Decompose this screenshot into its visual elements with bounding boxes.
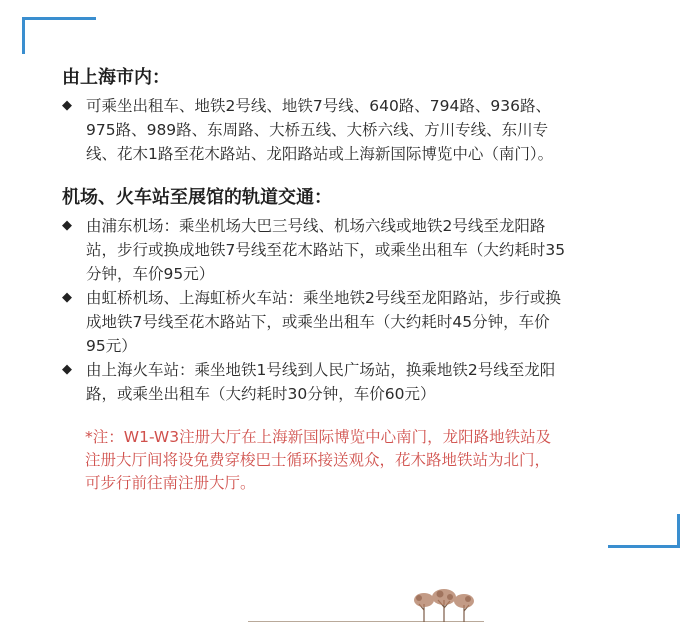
list-item — [58, 94, 658, 166]
section-city-list — [58, 94, 658, 166]
section-title-city: 由上海市内： — [62, 67, 170, 88]
item-line: 线、花木1路至花木路站、龙阳路站或上海新国际博览中心（南门）。 — [86, 145, 554, 163]
list-item — [58, 358, 658, 406]
diamond-bullet-icon: ◆ — [62, 362, 72, 377]
item-line: 由虹桥机场、上海虹桥火车站：乘坐地铁2号线至龙阳路站，步行或换 — [86, 289, 561, 307]
note-line: 注册大厅间将设免费穿梭巴士循环接送观众，花木路地铁站为北门， — [85, 451, 551, 469]
trees-icon — [410, 588, 480, 624]
item-line: 分钟，车价95元） — [86, 265, 215, 283]
diamond-bullet-icon: ◆ — [62, 290, 72, 305]
list-item — [58, 286, 658, 358]
item-line: 由浦东机场：乘坐机场大巴三号线、机场六线或地铁2号线至龙阳路 — [86, 217, 546, 235]
item-line: 由上海火车站：乘坐地铁1号线到人民广场站，换乘地铁2号线至龙阳 — [86, 361, 556, 379]
corner-bracket-bottom-right — [608, 514, 680, 548]
item-line: 成地铁7号线至花木路站下，或乘坐出租车（大约耗时45分钟，车价 — [86, 313, 550, 331]
item-line: 975路、989路、东周路、大桥五线、大桥六线、方川专线、东川专 — [86, 121, 549, 139]
diamond-bullet-icon: ◆ — [62, 218, 72, 233]
item-line: 路，或乘坐出租车（大约耗时30分钟，车价60元） — [86, 385, 436, 403]
section-transit-list — [58, 214, 658, 406]
corner-bracket-top-left — [22, 17, 96, 54]
section-title-transit: 机场、火车站至展馆的轨道交通： — [62, 187, 332, 208]
note-line: 可步行前往南注册大厅。 — [85, 474, 256, 492]
registration-note — [85, 426, 658, 495]
item-line: 可乘坐出租车、地铁2号线、地铁7号线、640路、794路、936路、 — [86, 97, 551, 115]
content — [58, 66, 658, 495]
list-item — [58, 214, 658, 286]
diamond-bullet-icon: ◆ — [62, 98, 72, 113]
item-line: 站，步行或换成地铁7号线至花木路站下，或乘坐出租车（大约耗时35 — [86, 241, 566, 259]
item-line: 95元） — [86, 337, 137, 355]
note-line: *注：W1-W3注册大厅在上海新国际博览中心南门，龙阳路地铁站及 — [85, 428, 552, 446]
